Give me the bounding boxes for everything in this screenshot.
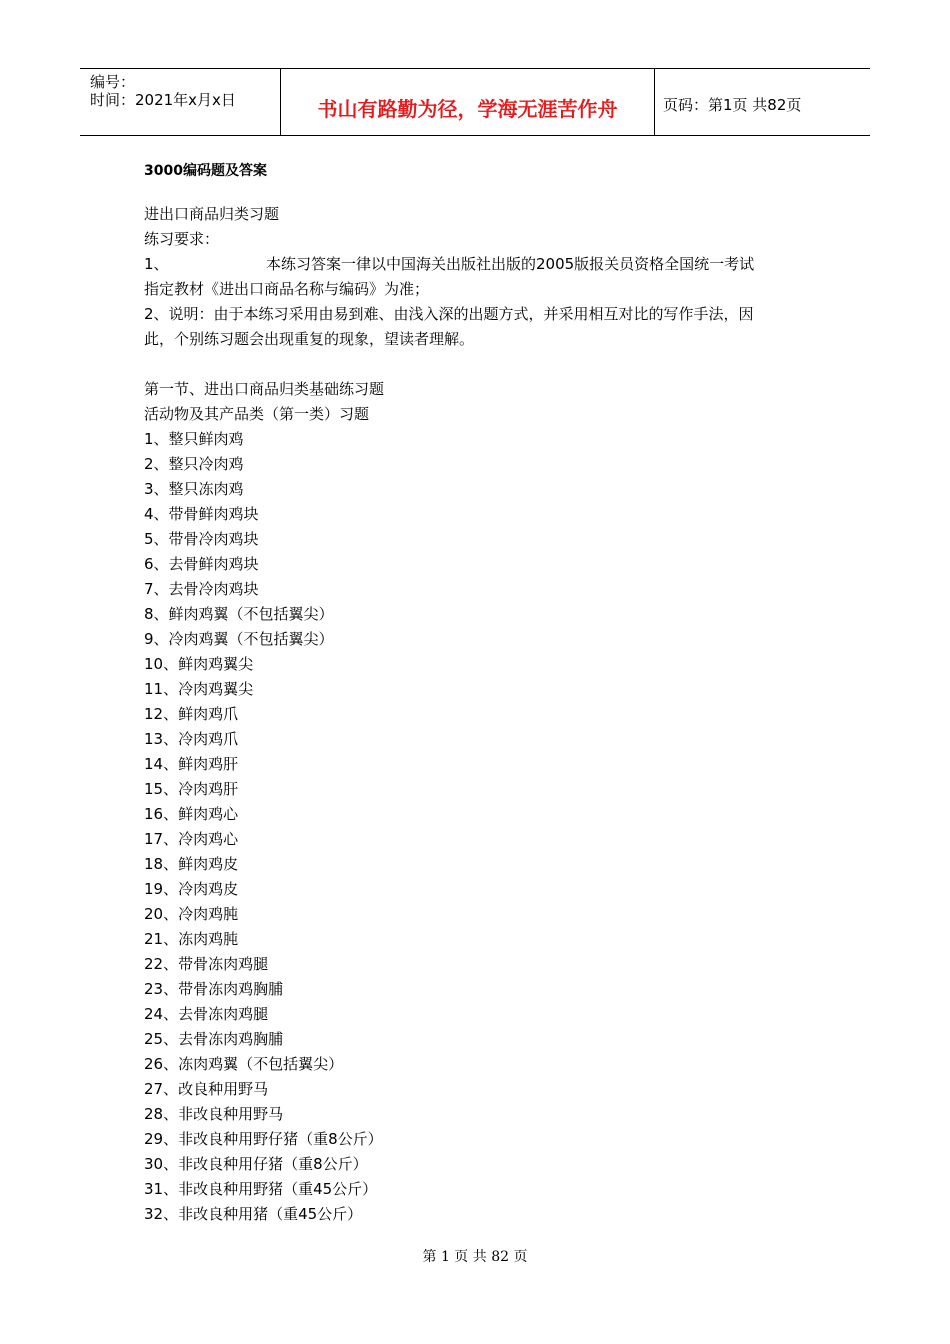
list-item: 11、冷肉鸡翼尖 bbox=[144, 680, 254, 698]
section-title: 第一节、进出口商品归类基础练习题 bbox=[144, 380, 385, 398]
list-item: 23、带骨冻肉鸡胸脯 bbox=[144, 980, 284, 998]
serial-label: 编号： bbox=[90, 73, 136, 91]
list-item: 18、鲜肉鸡皮 bbox=[144, 855, 239, 873]
list-item: 1、整只鲜肉鸡 bbox=[144, 430, 244, 448]
list-item: 21、冻肉鸡肫 bbox=[144, 930, 239, 948]
list-item: 5、带骨冷肉鸡块 bbox=[144, 530, 259, 548]
requirement-1-number: 1、 bbox=[144, 255, 169, 273]
list-item: 4、带骨鲜肉鸡块 bbox=[144, 505, 259, 523]
page-footer: 第 1 页 共 82 页 bbox=[422, 1249, 528, 1265]
category-title: 活动物及其产品类（第一类）习题 bbox=[144, 405, 370, 423]
list-item: 26、冻肉鸡翼（不包括翼尖） bbox=[144, 1055, 344, 1073]
list-item: 31、非改良种用野猪（重45公斤） bbox=[144, 1180, 378, 1198]
header-motto-cell bbox=[281, 69, 655, 135]
list-item: 20、冷肉鸡肫 bbox=[144, 905, 239, 923]
document-body bbox=[144, 160, 804, 1227]
list-item: 17、冷肉鸡心 bbox=[144, 830, 239, 848]
header-info-cell bbox=[80, 69, 281, 135]
exercise-list bbox=[144, 427, 804, 1227]
requirement-2: 2、说明：由于本练习采用由易到难、由浅入深的出题方式，并采用相互对比的写作手法，因 bbox=[144, 305, 754, 323]
list-item: 28、非改良种用野马 bbox=[144, 1105, 284, 1123]
list-item: 22、带骨冻肉鸡腿 bbox=[144, 955, 269, 973]
list-item: 6、去骨鲜肉鸡块 bbox=[144, 555, 259, 573]
list-item: 25、去骨冻肉鸡胸脯 bbox=[144, 1030, 284, 1048]
list-item: 10、鲜肉鸡翼尖 bbox=[144, 655, 254, 673]
time-line: 时间：2021年x月x日 bbox=[90, 91, 236, 109]
list-item: 19、冷肉鸡皮 bbox=[144, 880, 239, 898]
requirements-label: 练习要求： bbox=[144, 230, 220, 248]
list-item: 29、非改良种用野仔猪（重8公斤） bbox=[144, 1130, 383, 1148]
list-item: 32、非改良种用猪（重45公斤） bbox=[144, 1205, 363, 1223]
header-page-cell bbox=[655, 69, 870, 135]
document-subtitle: 进出口商品归类习题 bbox=[144, 205, 280, 223]
list-item: 8、鲜肉鸡翼（不包括翼尖） bbox=[144, 605, 334, 623]
page-info: 页码：第1页 共82页 bbox=[663, 96, 802, 114]
list-item: 3、整只冻肉鸡 bbox=[144, 480, 244, 498]
list-item: 9、冷肉鸡翼（不包括翼尖） bbox=[144, 630, 334, 648]
list-item: 7、去骨冷肉鸡块 bbox=[144, 580, 259, 598]
list-item: 2、整只冷肉鸡 bbox=[144, 455, 244, 473]
requirement-2-continued: 此，个别练习题会出现重复的现象，望读者理解。 bbox=[144, 330, 475, 348]
document-title: 3000编码题及答案 bbox=[144, 163, 267, 179]
list-item: 30、非改良种用仔猪（重8公斤） bbox=[144, 1155, 368, 1173]
list-item: 16、鲜肉鸡心 bbox=[144, 805, 239, 823]
page-header bbox=[80, 68, 870, 136]
requirement-1-continued: 指定教材《进出口商品名称与编码》为准； bbox=[144, 280, 430, 298]
list-item: 24、去骨冻肉鸡腿 bbox=[144, 1005, 269, 1023]
list-item: 12、鲜肉鸡爪 bbox=[144, 705, 239, 723]
motto-text: 书山有路勤为径，学海无涯苦作舟 bbox=[317, 97, 618, 121]
requirement-1-text: 本练习答案一律以中国海关出版社出版的2005版报关员资格全国统一考试 bbox=[266, 255, 755, 273]
requirement-1 bbox=[144, 252, 804, 277]
list-item: 13、冷肉鸡爪 bbox=[144, 730, 239, 748]
list-item: 27、改良种用野马 bbox=[144, 1080, 269, 1098]
list-item: 15、冷肉鸡肝 bbox=[144, 780, 239, 798]
list-item: 14、鲜肉鸡肝 bbox=[144, 755, 239, 773]
